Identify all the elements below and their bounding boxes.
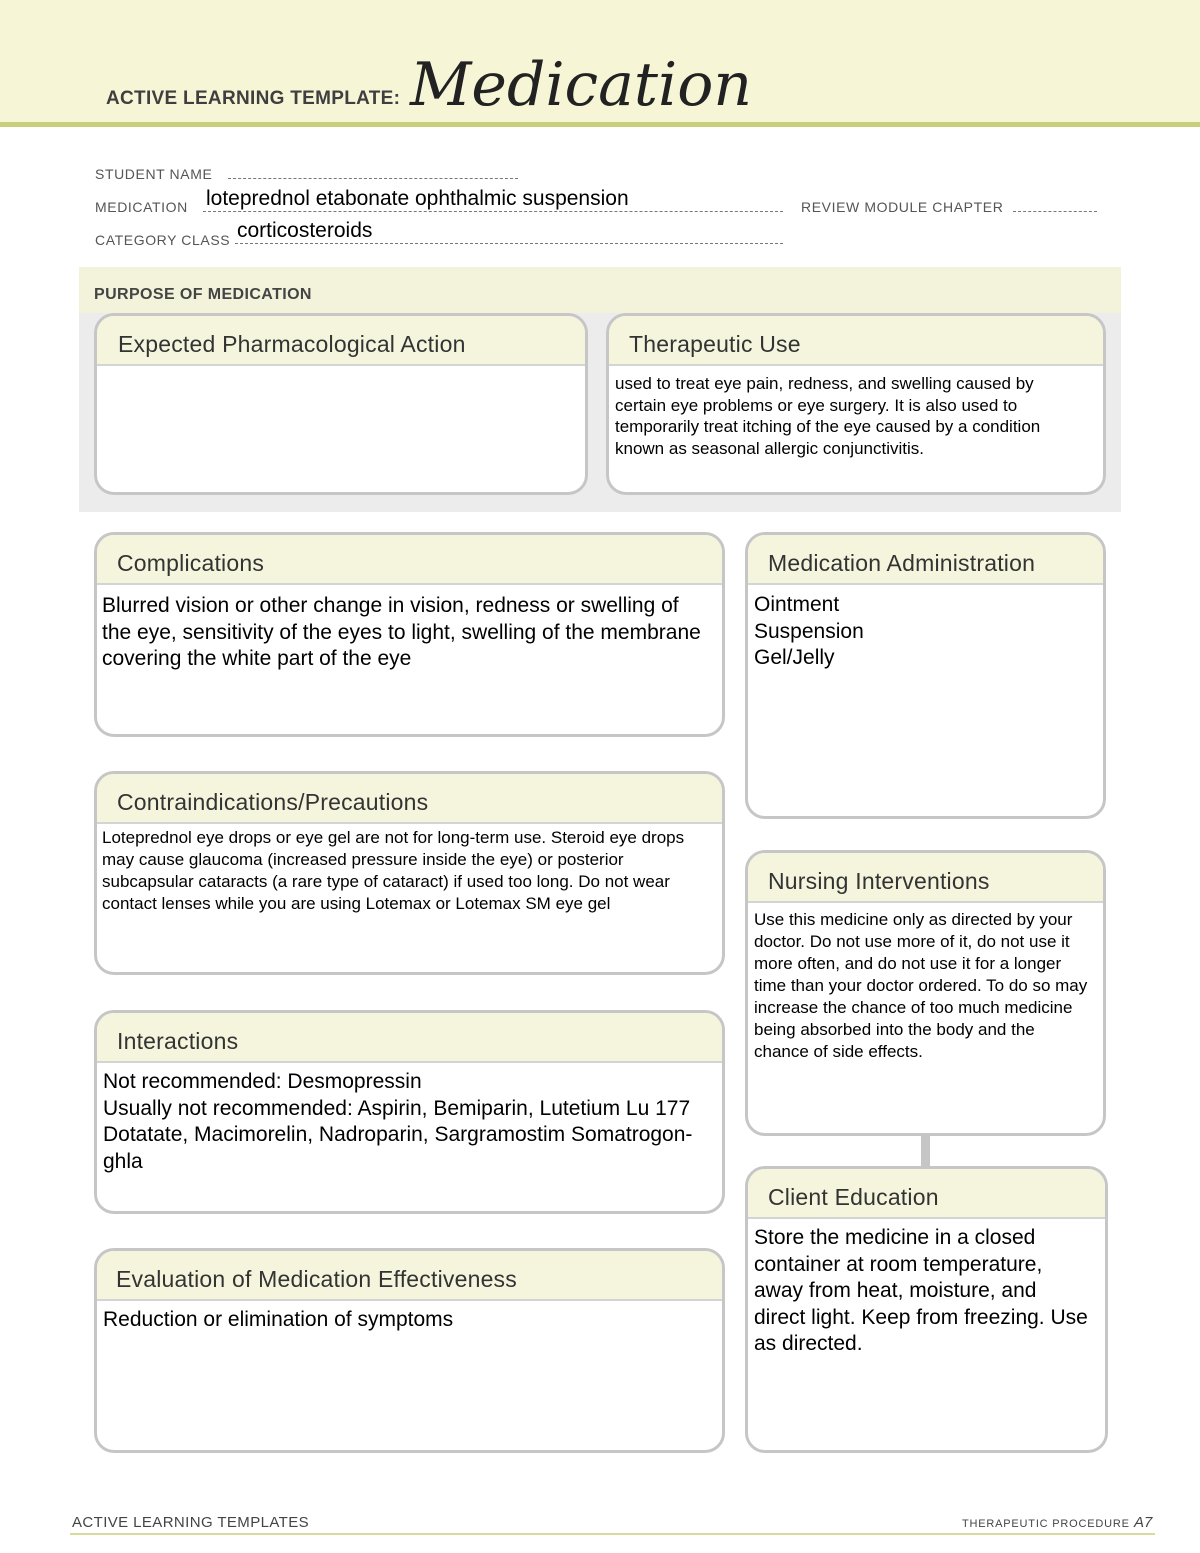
evaluation-box[interactable] [94, 1248, 725, 1453]
footer-left: ACTIVE LEARNING TEMPLATES [72, 1514, 309, 1531]
interactions-title: Interactions [117, 1028, 239, 1054]
evaluation-title: Evaluation of Medication Effectiveness [116, 1266, 517, 1292]
therapeutic-use-box[interactable] [606, 313, 1106, 495]
review-module-label: REVIEW MODULE CHAPTER [801, 199, 1004, 215]
nursing-body: Use this medicine only as directed by your doctor. Do not use more of it, do not use it more often, and do not use it for a longer time than your doctor ordered. To do so may increase the chance of too much medicine being absorbed into the body and the chance of side effects. [754, 910, 1088, 1061]
expected-action-box[interactable] [94, 313, 588, 495]
category-class-value: corticosteroids [237, 219, 373, 242]
contraindications-box[interactable] [94, 771, 725, 975]
expected-action-title: Expected Pharmacological Action [118, 331, 466, 357]
medication-field[interactable] [203, 211, 783, 212]
category-class-label: CATEGORY CLASS [95, 232, 231, 248]
administration-item: Ointment [754, 593, 840, 616]
medication-label: MEDICATION [95, 199, 188, 215]
header-rule [0, 122, 1200, 127]
contraindications-title: Contraindications/Precautions [117, 789, 429, 815]
footer-right: THERAPEUTIC PROCEDURE [962, 1518, 1130, 1530]
interactions-box[interactable] [94, 1010, 725, 1214]
interactions-body [103, 1069, 702, 1175]
administration-title: Medication Administration [768, 550, 1036, 576]
complications-body: Blurred vision or other change in vision, redness or swelling of the eye, sensitivity of the eyes to light, swelling of the membrane covering the white part of the eye [102, 594, 701, 670]
interactions-line: Not recommended: Desmopressin [103, 1070, 422, 1093]
category-class-field[interactable] [235, 243, 783, 244]
administration-item: Suspension [754, 619, 864, 643]
nursing-box[interactable] [745, 850, 1106, 1136]
complications-box[interactable] [94, 532, 725, 737]
administration-box[interactable] [745, 532, 1106, 819]
client-education-box[interactable] [745, 1166, 1108, 1453]
purpose-label: PURPOSE OF MEDICATION [94, 286, 312, 303]
contraindications-body: Loteprednol eye drops or eye gel are not for long-term use. Steroid eye drops may cause glaucoma (increased pressure inside the eye) or posterior subcapsular cataracts (a rare type of cataract) if used too long. Do not wear contact lenses while you are using Lotemax or Lotemax SM eye gel [102, 828, 685, 913]
page-title: Medication [410, 50, 752, 120]
evaluation-body: Reduction or elimination of symptoms [103, 1308, 454, 1331]
client-education-body: Store the medicine in a closed container at room temperature, away from heat, moisture, and direct light. Keep from freezing. Use as directed. [754, 1226, 1088, 1355]
student-name-label: STUDENT NAME [95, 166, 213, 182]
nursing-title: Nursing Interventions [768, 868, 990, 894]
student-name-field[interactable] [228, 178, 518, 179]
client-education-title: Client Education [768, 1184, 939, 1210]
interactions-line: Usually not recommended: Aspirin, Bemiparin, Lutetium Lu 177 Dotatate, Macimorelin, Nadroparin, Sargramostim Somatrogon-ghla [103, 1096, 693, 1173]
complications-title: Complications [117, 550, 265, 576]
administration-body [754, 592, 1095, 672]
box-connector [921, 1134, 930, 1167]
template-label: ACTIVE LEARNING TEMPLATE: [106, 88, 401, 109]
medication-value: loteprednol etabonate ophthalmic suspension [206, 187, 629, 210]
review-module-field[interactable] [1013, 211, 1097, 212]
therapeutic-use-title: Therapeutic Use [629, 331, 801, 357]
footer-page-number: A7 [1134, 1514, 1153, 1531]
therapeutic-use-body: used to treat eye pain, redness, and swelling caused by certain eye problems or eye surgery. It is also used to temporarily treat itching of the eye caused by a condition known as seasonal allergic conjunctivitis. [615, 374, 1041, 458]
footer-rule [70, 1533, 1155, 1535]
administration-item: Gel/Jelly [754, 646, 835, 669]
